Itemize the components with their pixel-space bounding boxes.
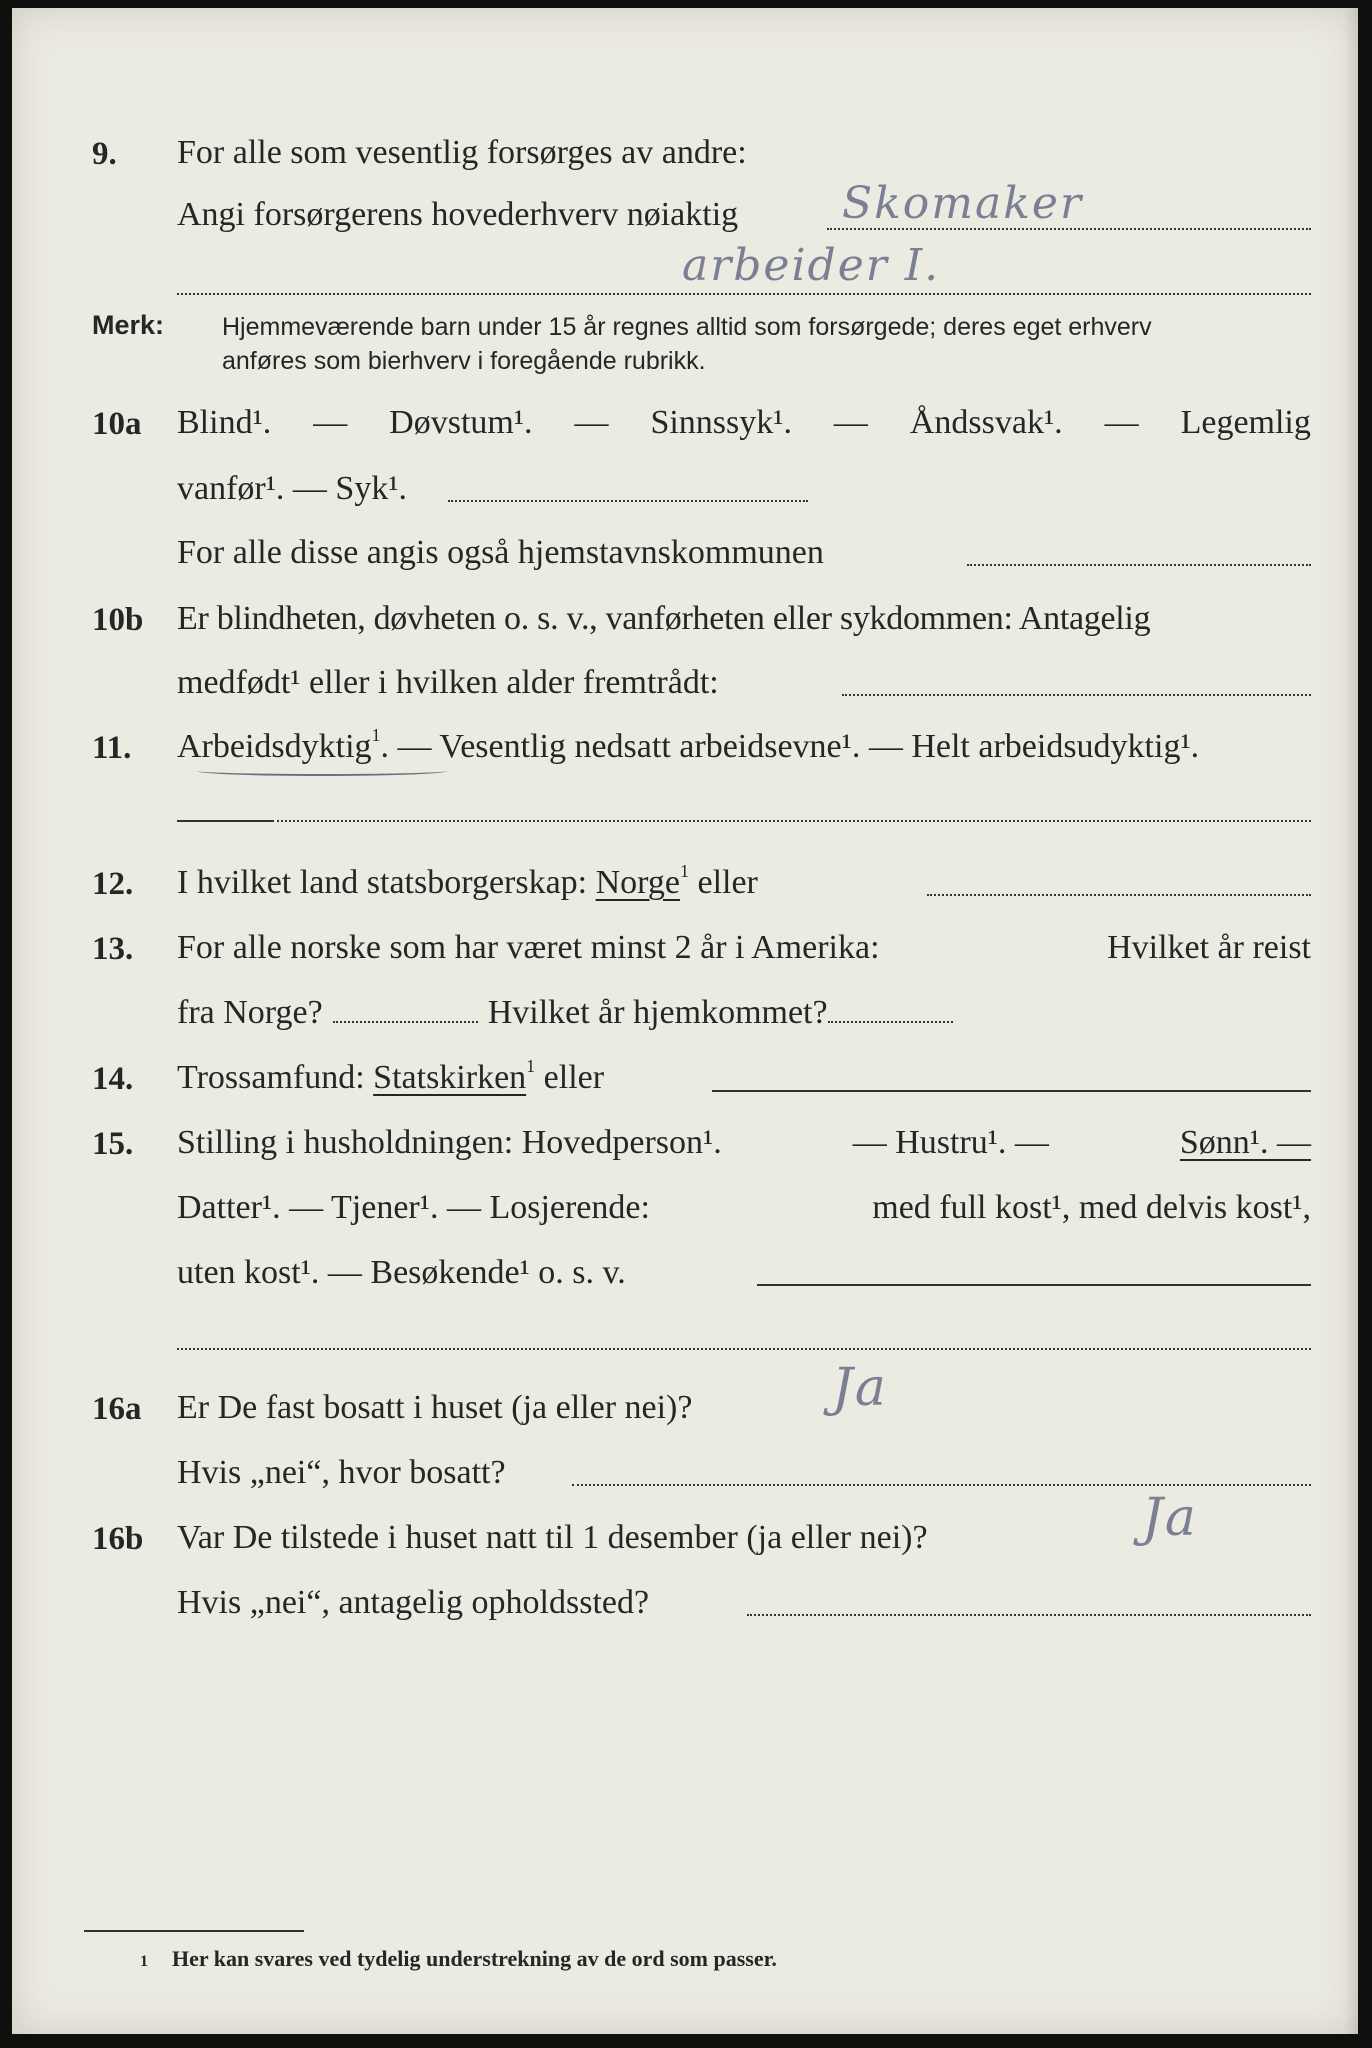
answer-dotted-line (448, 500, 808, 502)
item-text (177, 929, 1311, 967)
item-number: 12. (92, 866, 134, 902)
answer-line (712, 1090, 1311, 1092)
item-number: 10b (92, 602, 144, 638)
item-text: Er blindheten, døvheten o. s. v., vanførheten eller sykdommen: Antagelig (177, 600, 1151, 637)
item-text: For alle som vesentlig forsørges av andre: (177, 134, 747, 171)
item-text-part: Stilling i husholdningen: Hovedperson¹. (177, 1124, 722, 1161)
item-text (177, 1189, 1311, 1227)
option-sinnssyk: Sinnssyk¹. (650, 404, 792, 441)
footnote-marker: 1 (371, 725, 381, 745)
item-text-part: Trossamfund: (177, 1059, 374, 1096)
footnote-marker: 1 (526, 1056, 536, 1076)
item-text: uten kost¹. — Besøkende¹ o. s. v. (177, 1254, 626, 1291)
item-number: 11. (92, 730, 132, 766)
answer-dotted-line (177, 293, 1311, 295)
census-form-page (12, 8, 1358, 2034)
item-number: 13. (92, 931, 134, 967)
separator: — (313, 404, 348, 441)
item-text (177, 1056, 605, 1097)
item-text: For alle disse angis også hjemstavnskommunen (177, 534, 824, 571)
item-text: Hvis „nei“, hvor bosatt? (177, 1454, 506, 1491)
item-text: vanfør¹. — Syk¹. (177, 470, 408, 507)
item-text-part: Hvilket år reist (1107, 929, 1311, 966)
answer-line (757, 1284, 1311, 1286)
item-text: Var De tilstede i huset natt til 1 desember (ja eller nei)? (177, 1519, 928, 1556)
separator: — (1104, 404, 1139, 441)
item-number: 15. (92, 1126, 134, 1162)
handwritten-answer: Skomaker (842, 178, 1083, 229)
item-text-part: Hvilket år hjemkommet? (487, 994, 828, 1031)
item-text (177, 725, 1311, 766)
item-text (177, 1124, 1311, 1162)
handwritten-answer: Ja (1142, 1488, 1198, 1548)
item-number: 9. (92, 136, 117, 172)
answer-dotted-line (747, 1614, 1311, 1616)
option-norge: Norge (595, 864, 680, 901)
answer-dotted-line (572, 1484, 1311, 1486)
answer-dotted-line (967, 564, 1311, 566)
item-text (177, 994, 953, 1032)
item-number: 14. (92, 1061, 134, 1097)
item-text-part: For alle norske som har været minst 2 år i Amerika: (177, 929, 880, 966)
footnote-text: Her kan svares ved tydelig understrekning av de ord som passer. (172, 1946, 777, 1971)
item-text-part: Datter¹. — Tjener¹. — Losjerende: (177, 1189, 650, 1226)
option-legemlig: Legemlig (1180, 404, 1311, 441)
footnote-marker: 1 (679, 861, 689, 881)
item-text-part: I hvilket land statsborgerskap: (177, 864, 596, 901)
option-dovstum: Døvstum¹. (389, 404, 533, 441)
note-line: anføres som bierhverv i foregående rubrikk. (222, 347, 706, 375)
handwritten-answer: Ja (832, 1358, 888, 1418)
item-text-part: med full kost¹, med delvis kost¹, (872, 1189, 1311, 1226)
answer-dotted-line (272, 820, 1311, 822)
note-text (222, 310, 1322, 378)
option-sonn: Sønn¹. — (1179, 1124, 1311, 1161)
footnote-marker: 1 (140, 1953, 148, 1970)
separator: — (833, 404, 868, 441)
answer-dotted-line (177, 1348, 1311, 1350)
option-statskirken: Statskirken (373, 1059, 527, 1096)
item-text-part: eller (688, 864, 758, 901)
item-text-rest: . — Vesentlig nedsatt arbeidsevne¹. — Helt arbeidsudyktig¹. (380, 728, 1200, 765)
answer-dotted-line (333, 1021, 478, 1023)
handwritten-underline (197, 766, 447, 776)
separator: — (574, 404, 609, 441)
item-text (177, 404, 1311, 442)
footnote-rule (84, 1930, 304, 1932)
item-number: 16a (92, 1391, 142, 1427)
item-text (177, 861, 758, 902)
item-text: medfødt¹ eller i hvilken alder fremtrådt: (177, 664, 719, 701)
option-blind: Blind¹. (177, 404, 272, 441)
item-number: 10a (92, 406, 142, 442)
item-text-part: — Hustru¹. — (852, 1124, 1049, 1161)
rule (177, 820, 272, 822)
answer-dotted-line (828, 1021, 953, 1023)
footnote (140, 1946, 777, 1972)
note-line: Hjemmeværende barn under 15 år regnes alltid som forsørgede; deres eget erhverv (222, 313, 1152, 341)
option-arbeidsdyktig: Arbeidsdyktig (177, 728, 372, 765)
item-number: 16b (92, 1521, 144, 1557)
item-text: Hvis „nei“, antagelig opholdssted? (177, 1584, 650, 1621)
item-text: Angi forsørgerens hovederhverv nøiaktig (177, 196, 739, 233)
handwritten-answer: arbeider I. (682, 240, 941, 291)
item-text-part: eller (535, 1059, 605, 1096)
answer-dotted-line (927, 894, 1311, 896)
option-andssvak: Åndssvak¹. (909, 404, 1063, 441)
answer-dotted-line (842, 694, 1311, 696)
item-text: Er De fast bosatt i huset (ja eller nei)? (177, 1389, 693, 1426)
item-text-part: fra Norge? (177, 994, 323, 1031)
note-label: Merk: (92, 310, 165, 340)
